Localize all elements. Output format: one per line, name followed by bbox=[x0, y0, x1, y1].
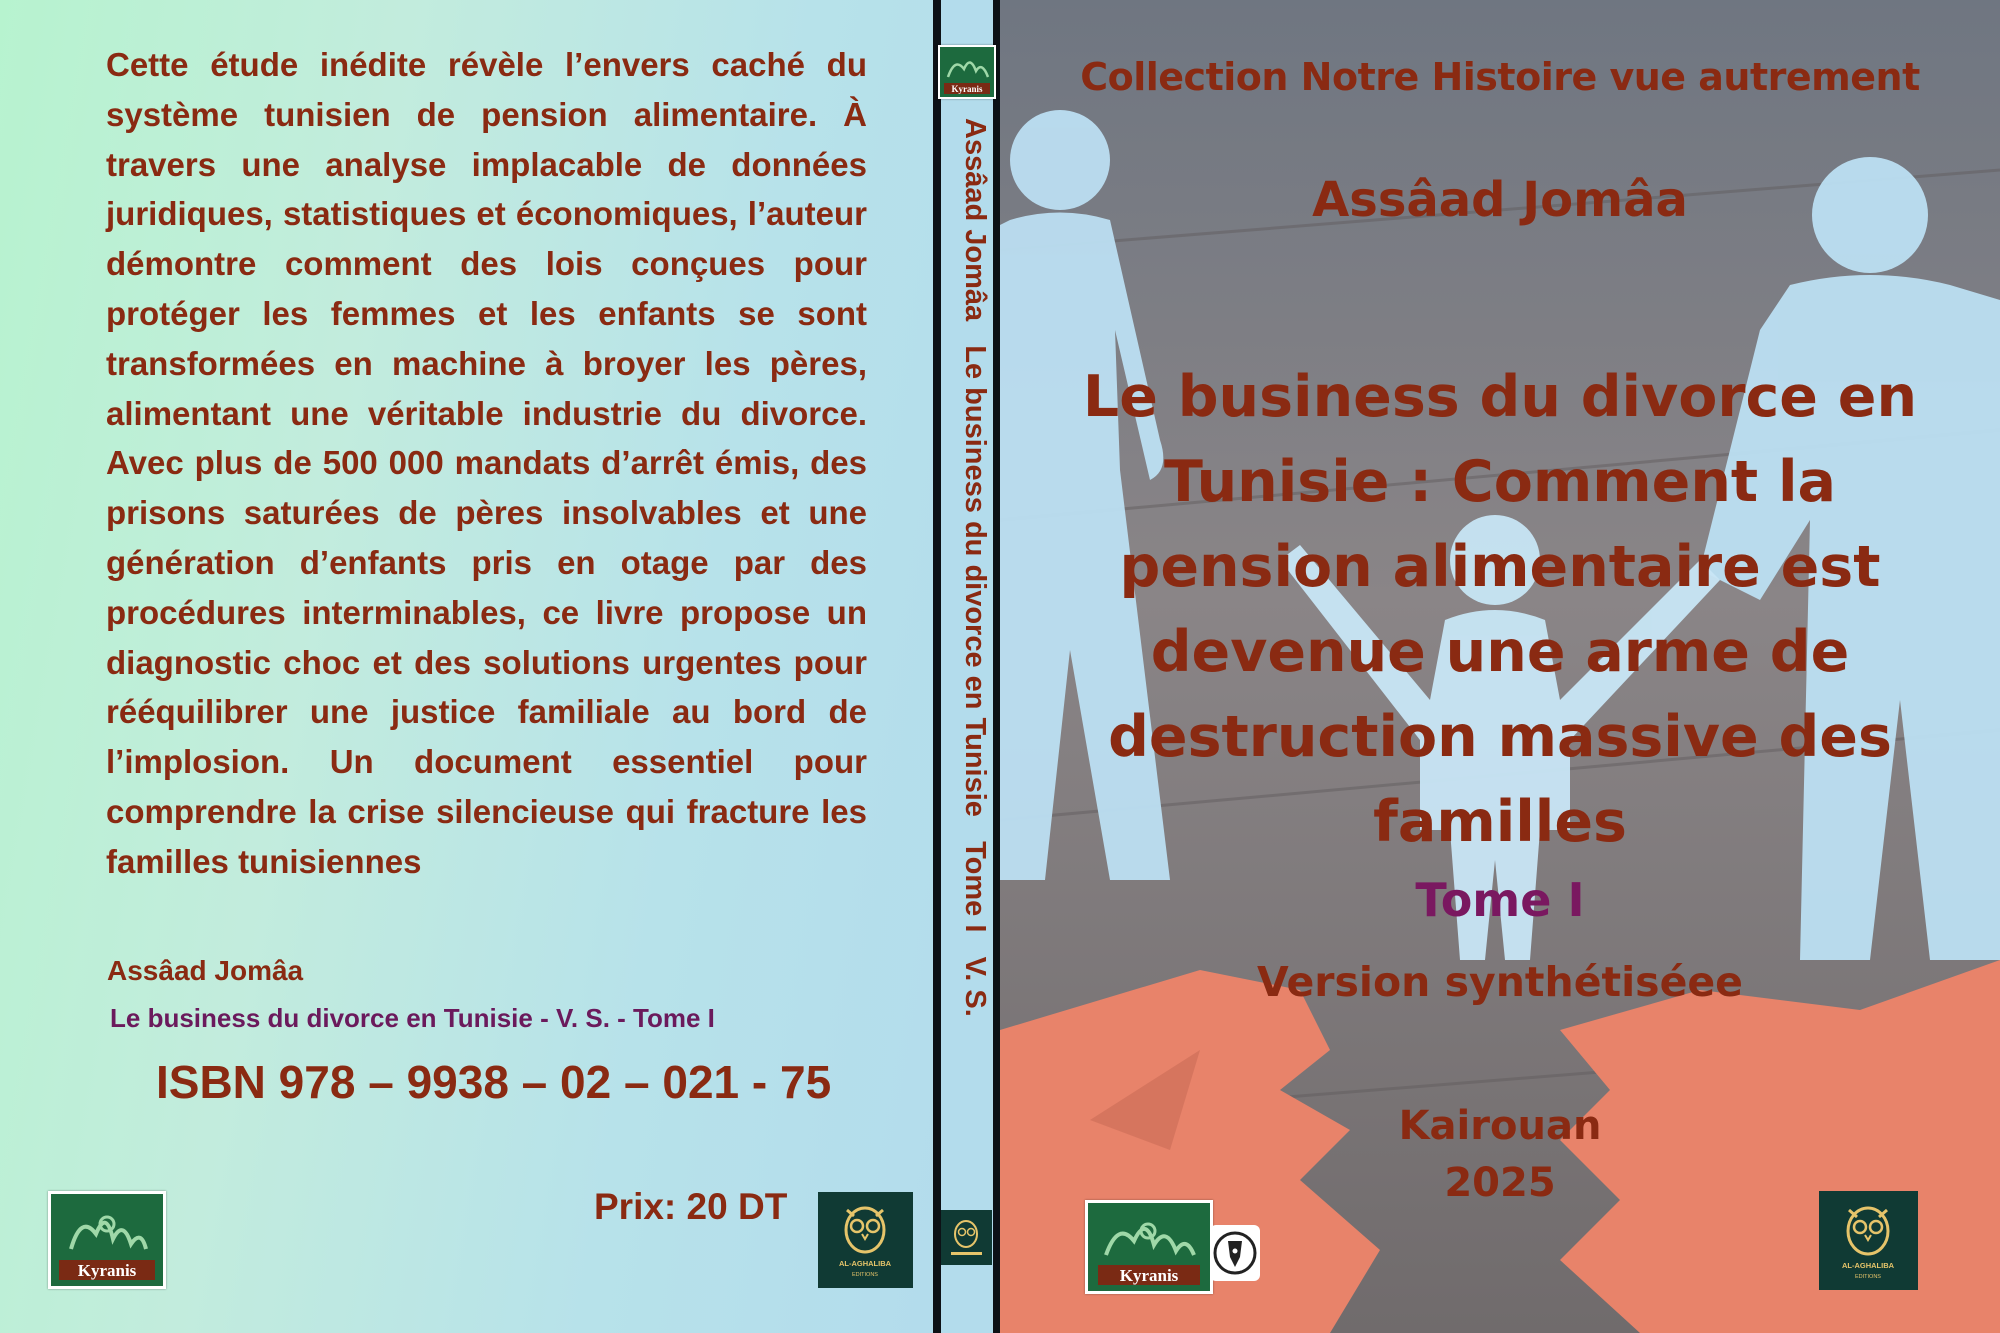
isbn: ISBN 978 – 9938 – 02 – 021 - 75 bbox=[156, 1056, 832, 1108]
kyranis-logo-text: Kyranis bbox=[77, 1261, 137, 1280]
back-cover-author: Assâad Jomâa bbox=[107, 955, 304, 986]
front-cover-author: Assâad Jomâa bbox=[1312, 172, 1688, 228]
front-cover bbox=[1000, 0, 2000, 1333]
pen-nib-icon bbox=[1210, 1225, 1260, 1281]
owl-logo-icon bbox=[818, 1192, 913, 1288]
kyranis-logo-icon bbox=[48, 1191, 166, 1289]
front-kyranis-logo-icon bbox=[1085, 1200, 1213, 1294]
spine-owl-logo-icon bbox=[941, 1210, 992, 1265]
front-owl-logo-subtext: EDITIONS bbox=[1855, 1274, 1881, 1280]
collection-title: Collection Notre Histoire vue autrement bbox=[1080, 55, 1920, 99]
front-kyranis-text: Kyranis bbox=[1119, 1266, 1179, 1285]
front-owl-logo-text: AL-AGHALIBA bbox=[1841, 1261, 1895, 1270]
publication-city: Kairouan bbox=[1398, 1103, 1602, 1149]
publication-year: 2025 bbox=[1444, 1160, 1556, 1206]
spine-kyranis-logo-icon bbox=[938, 45, 996, 99]
price: Prix: 20 DT bbox=[594, 1186, 788, 1227]
front-owl-logo-icon bbox=[1819, 1191, 1918, 1290]
back-cover-short-title: Le business du divorce en Tunisie - V. S. - Tome I bbox=[110, 1003, 715, 1033]
back-cover bbox=[0, 0, 933, 1333]
spine-text: Assâad Jomâa Le business du divorce en Tunisie Tome I V. S. bbox=[959, 118, 991, 1017]
book-title: Le business du divorce en Tunisie : Comment la pension alimentaire est devenue une arme de destruction massive des familles bbox=[1082, 364, 1918, 855]
owl-logo-subtext: EDITIONS bbox=[852, 1272, 878, 1278]
spine-kyranis-text: Kyranis bbox=[951, 84, 983, 94]
back-cover-blurb: Cette étude inédite révèle l’envers caché du système tunisien de pension alimentaire. À travers une analyse implacable de données juridiques, statistiques et économiques, l’auteur démontre comment des lois conçues pour protéger les femmes et les enfants se sont transformées en machine à broyer les pères, alimentant une véritable industrie du divorce. Avec plus de 500 000 mandats d’arrêt émis, des prisons saturées de pères insolvables et une génération d’enfants pris en otage par des procédures interminables, ce livre propose un diagnostic choc et des solutions urgentes pour rééquilibrer une justice familiale au bord de l’implosion. Un document essentiel pour comprendre la crise silencieuse qui fracture les familles tunisiennes bbox=[106, 46, 867, 880]
version-label: Version synthétiséee bbox=[1257, 958, 1743, 1006]
tome-label: Tome I bbox=[1415, 873, 1585, 927]
owl-logo-text: AL-AGHALIBA bbox=[838, 1259, 892, 1268]
